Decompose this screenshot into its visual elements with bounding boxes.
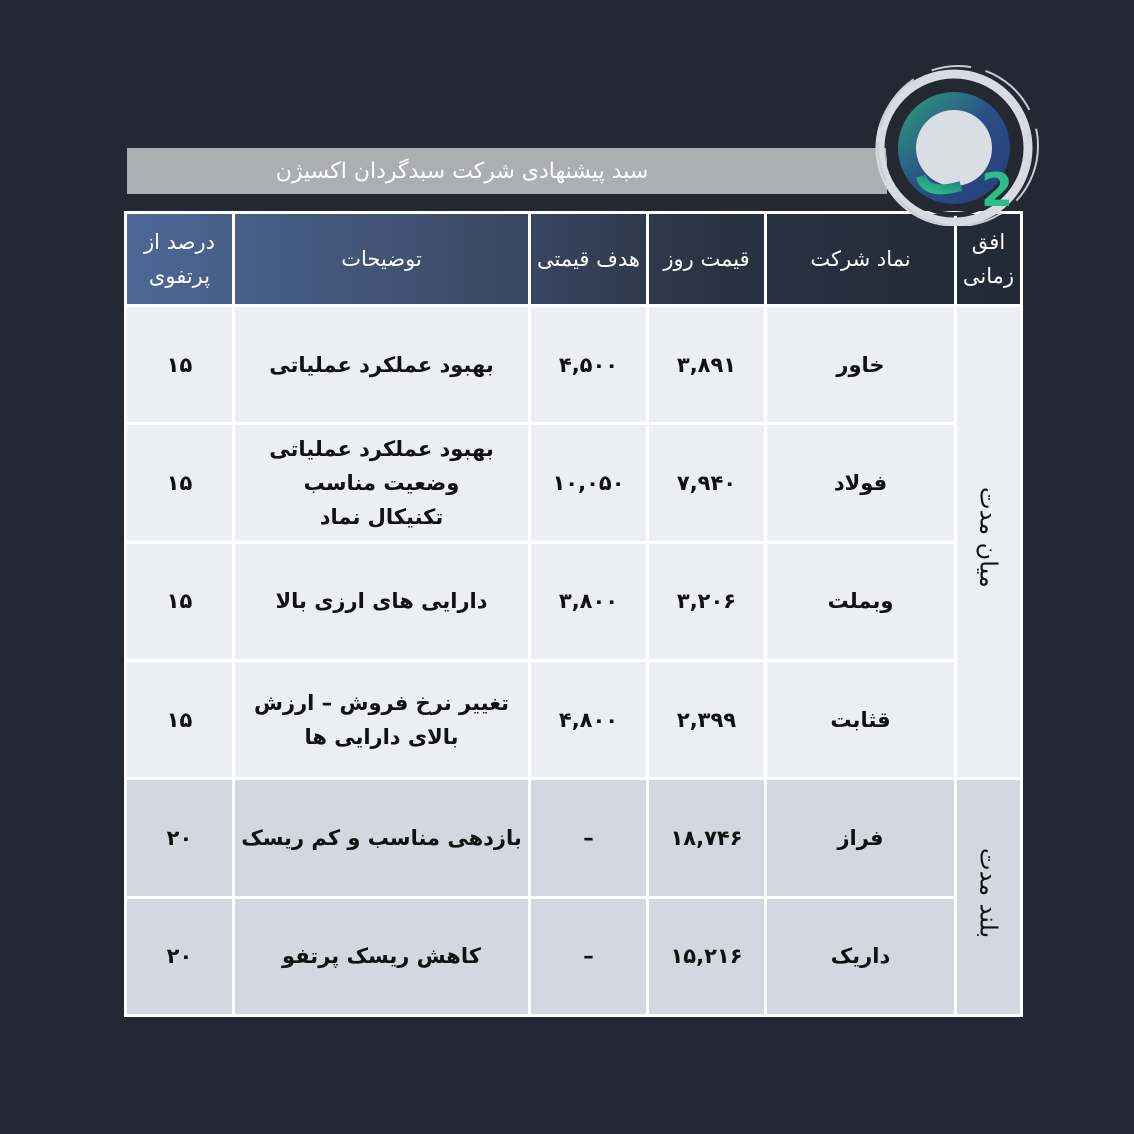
table-header-row bbox=[126, 213, 1022, 306]
price-cell: ۷,۹۴۰ bbox=[648, 424, 766, 542]
price-cell: ۳,۸۹۱ bbox=[648, 306, 766, 424]
table-row bbox=[126, 542, 1022, 660]
target-cell: – bbox=[530, 779, 648, 897]
price-cell: ۱۸,۷۴۶ bbox=[648, 779, 766, 897]
price-cell: ۳,۲۰۶ bbox=[648, 542, 766, 660]
weight-cell: ۱۵ bbox=[126, 424, 234, 542]
target-cell: ۳,۸۰۰ bbox=[530, 542, 648, 660]
horizon-cell-mid-term: میان مدت bbox=[956, 306, 1022, 779]
svg-text:2: 2 bbox=[981, 163, 1014, 217]
weight-cell: ۲۰ bbox=[126, 779, 234, 897]
weight-cell: ۱۵ bbox=[126, 542, 234, 660]
table-row bbox=[126, 779, 1022, 897]
target-cell: ۴,۵۰۰ bbox=[530, 306, 648, 424]
title-bar bbox=[127, 148, 887, 194]
symbol-cell: فولاد bbox=[766, 424, 956, 542]
price-cell: ۲,۳۹۹ bbox=[648, 660, 766, 778]
description-cell: بهبود عملکرد عملیاتی وضعیت مناسب تکنیکال نماد bbox=[234, 424, 530, 542]
weight-cell: ۱۵ bbox=[126, 660, 234, 778]
table-row bbox=[126, 660, 1022, 778]
table-row bbox=[126, 897, 1022, 1015]
description-cell: بهبود عملکرد عملیاتی bbox=[234, 306, 530, 424]
target-cell: ۱۰,۰۵۰ bbox=[530, 424, 648, 542]
description-cell: بازدهی مناسب و کم ریسک bbox=[234, 779, 530, 897]
header-description: توضیحات bbox=[234, 213, 530, 306]
page-title: سبد پیشنهادی شرکت سبدگردان اکسیژن bbox=[275, 158, 649, 184]
description-cell: کاهش ریسک پرتفو bbox=[234, 897, 530, 1015]
header-symbol: نماد شرکت bbox=[766, 213, 956, 306]
target-cell: ۴,۸۰۰ bbox=[530, 660, 648, 778]
portfolio-table bbox=[124, 211, 1023, 1017]
horizon-cell-long-term: بلند مدت bbox=[956, 779, 1022, 1016]
description-cell: تغییر نرخ فروش – ارزش بالای دارایی ها bbox=[234, 660, 530, 778]
symbol-cell: داریک bbox=[766, 897, 956, 1015]
price-cell: ۱۵,۲۱۶ bbox=[648, 897, 766, 1015]
table-row bbox=[126, 424, 1022, 542]
target-cell: – bbox=[530, 897, 648, 1015]
header-horizon: افق زمانی bbox=[956, 213, 1022, 306]
table-row bbox=[126, 306, 1022, 424]
header-weight: درصد از پرتفوی bbox=[126, 213, 234, 306]
symbol-cell: وبملت bbox=[766, 542, 956, 660]
weight-cell: ۲۰ bbox=[126, 897, 234, 1015]
description-cell: دارایی های ارزی بالا bbox=[234, 542, 530, 660]
symbol-cell: فراز bbox=[766, 779, 956, 897]
header-target: هدف قیمتی bbox=[530, 213, 648, 306]
oxygen-logo-icon bbox=[866, 56, 1046, 226]
symbol-cell: خاور bbox=[766, 306, 956, 424]
header-price: قیمت روز bbox=[648, 213, 766, 306]
symbol-cell: قثابت bbox=[766, 660, 956, 778]
weight-cell: ۱۵ bbox=[126, 306, 234, 424]
